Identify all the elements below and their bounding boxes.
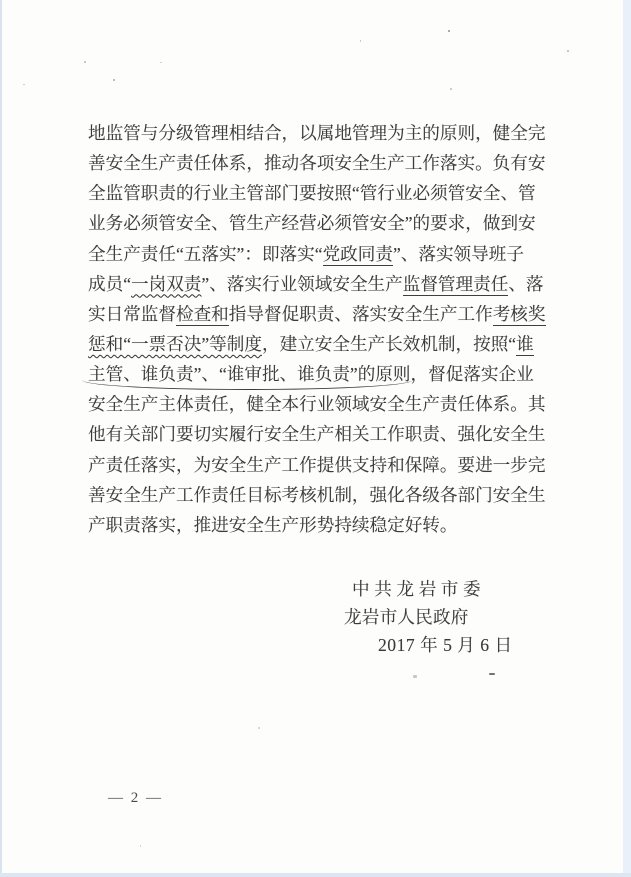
signature-org-party-committee: 中共龙岩市委 bbox=[352, 579, 486, 599]
text-line bbox=[88, 208, 558, 238]
page-number: — 2 — bbox=[108, 790, 163, 806]
text-segment: ”、落实行业领域安全生产 bbox=[201, 273, 403, 294]
text-segment: ”、落实领导班子 bbox=[392, 243, 524, 264]
scan-speck bbox=[160, 62, 162, 63]
scan-speck bbox=[360, 40, 361, 42]
text-segment: ，督促落实企业 bbox=[410, 364, 534, 385]
text-line bbox=[88, 299, 558, 329]
signature-org-municipal-government: 龙岩市人民政府 bbox=[344, 607, 469, 627]
text-line bbox=[88, 329, 558, 359]
underlined-phrase: 考核奖 bbox=[492, 303, 546, 324]
underlined-phrase: 监督管理责任 bbox=[402, 273, 509, 294]
underlined-phrase: 主管、谁负责”、“谁审批、谁负责”的原则 bbox=[88, 364, 411, 385]
underlined-phrase: 党政同责 bbox=[322, 243, 393, 264]
scan-edge-bottom bbox=[0, 873, 631, 877]
body-paragraph bbox=[88, 118, 558, 540]
text-line bbox=[88, 148, 558, 178]
text-line bbox=[88, 359, 558, 389]
text-segment: 善安全生产责任体系，推动各项安全生产工作落实。负有安 bbox=[88, 153, 546, 174]
text-segment: 、落 bbox=[508, 273, 544, 294]
text-segment: 善安全生产工作责任目标考核机制，强化各级各部门安全生 bbox=[88, 484, 546, 505]
scan-speck bbox=[84, 61, 86, 63]
underlined-phrase: 一岗双责 bbox=[131, 273, 202, 294]
scan-speck bbox=[567, 50, 569, 52]
scan-speck bbox=[23, 84, 25, 85]
text-line bbox=[88, 118, 558, 148]
scan-speck bbox=[450, 88, 452, 90]
scan-speck bbox=[258, 727, 260, 729]
text-segment: 地监管与分级管理相结合，以属地管理为主的原则，健全完 bbox=[88, 123, 546, 143]
text-line bbox=[88, 178, 558, 208]
text-segment: 指导督促职责、落实安全生产工作 bbox=[228, 303, 493, 324]
text-segment: 安全生产主体责任，健全本行业领域安全生产责任体系。其 bbox=[88, 394, 546, 415]
text-line bbox=[88, 269, 558, 299]
text-line bbox=[88, 419, 558, 449]
text-segment: 产职责落实，推进安全生产形势持续稳定好转。 bbox=[88, 514, 458, 535]
text-line bbox=[88, 480, 558, 510]
text-segment: 实日常监督 bbox=[88, 303, 176, 324]
scan-edge-left bbox=[0, 0, 2, 877]
text-line bbox=[88, 389, 558, 419]
text-segment: 业务必须管安全、管生产经营必须管安全”的要求，做到安 bbox=[88, 213, 536, 234]
text-segment: 他有关部门要切实履行安全生产相关工作职责、强化安全生 bbox=[88, 424, 546, 445]
text-segment: 全监管职责的行业主管部门要按照“管行业必须管安全、管 bbox=[88, 183, 536, 204]
scan-speck bbox=[113, 79, 115, 81]
underlined-phrase: 惩和“一票否决”等制度 bbox=[88, 333, 262, 354]
scan-speck bbox=[140, 845, 141, 847]
text-line bbox=[88, 239, 558, 269]
text-line bbox=[88, 450, 558, 480]
underlined-phrase: 检查和 bbox=[175, 303, 229, 324]
text-segment: ，建立安全生产长效机制，按照“ bbox=[261, 333, 517, 354]
text-line bbox=[88, 510, 558, 540]
text-segment: 成员“ bbox=[88, 273, 131, 294]
scan-speck bbox=[448, 30, 450, 32]
text-segment: 全生产责任“五落实”：即落实“ bbox=[88, 243, 323, 264]
scan-speck bbox=[489, 673, 495, 675]
underlined-phrase: 谁 bbox=[516, 333, 534, 354]
scan-speck bbox=[413, 675, 417, 678]
text-segment: 产责任落实，为安全生产工作提供支持和保障。要进一步完 bbox=[88, 454, 546, 475]
scan-edge-right bbox=[623, 0, 631, 877]
signature-date: 2017 年 5 月 6 日 bbox=[378, 635, 513, 655]
